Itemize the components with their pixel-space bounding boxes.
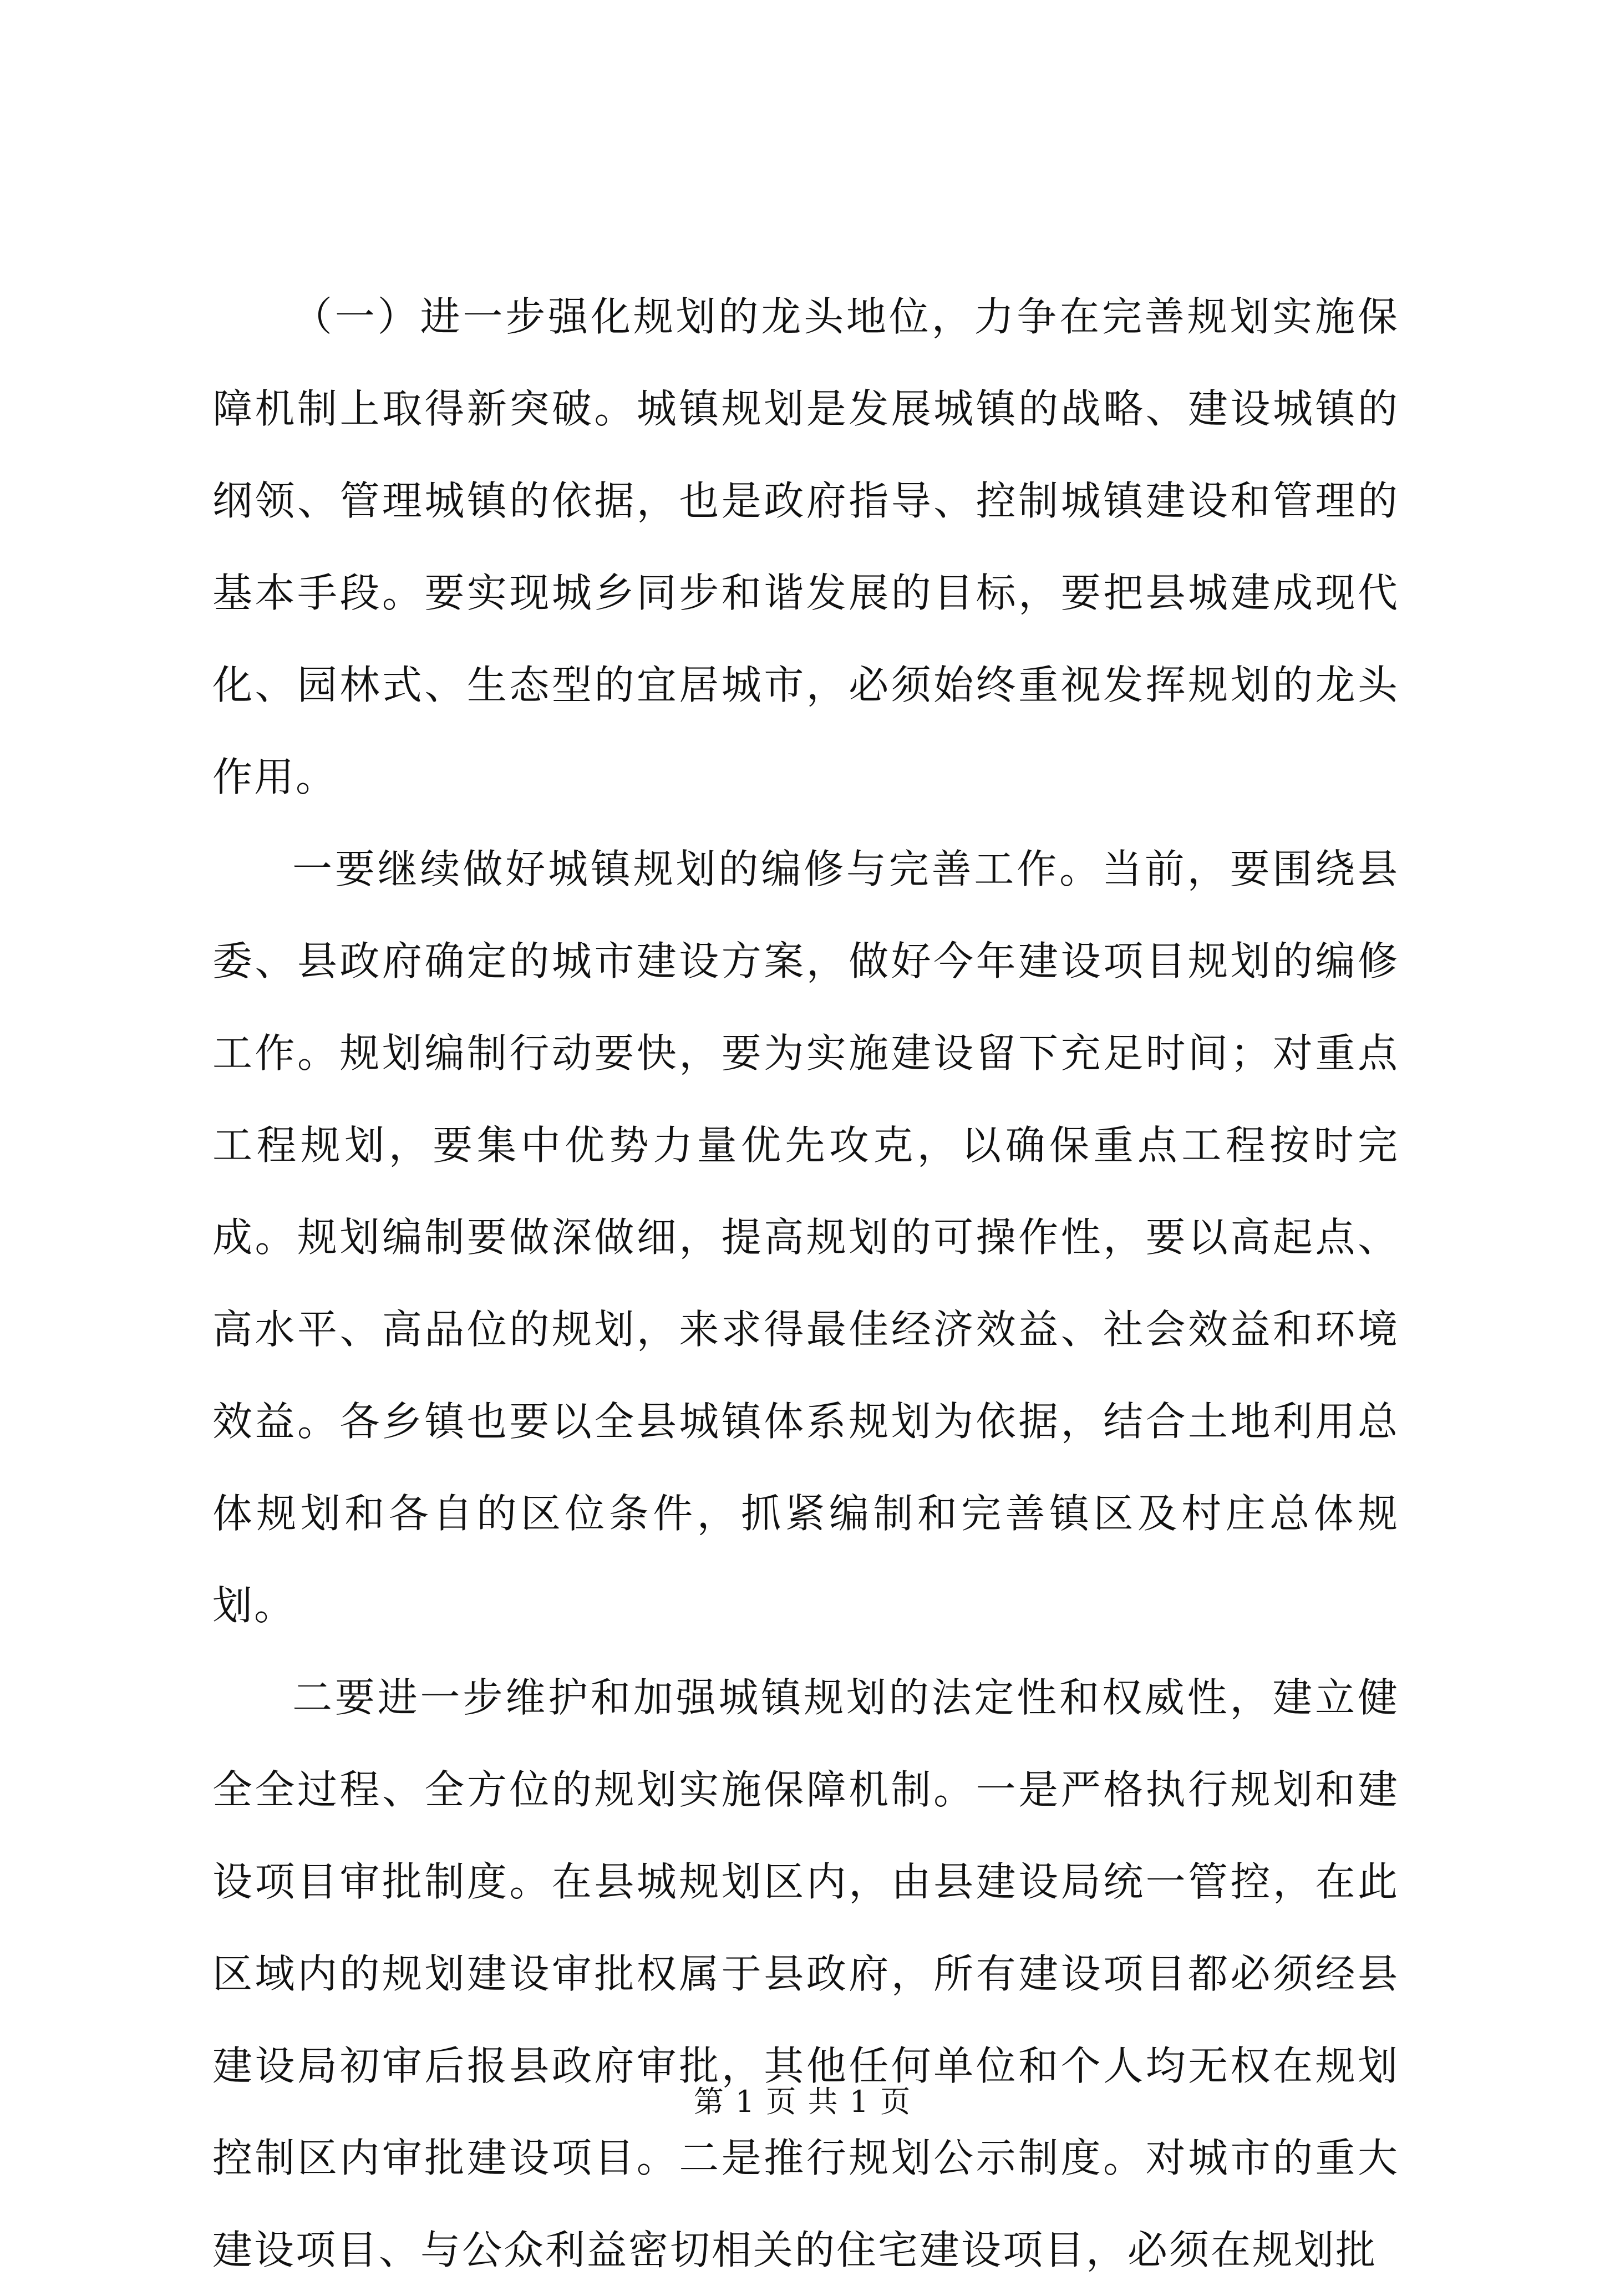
document-body [212,271,1399,2296]
paragraph-2: 一要继续做好城镇规划的编修与完善工作。当前，要围绕县委、县政府确定的城市建设方案，做好今年建设项目规划的编修工作。规划编制行动要快，要为实施建设留下充足时间；对重点工程规划，要集中优势力量优先攻克，以确保重点工程按时完成。规划编制要做深做细，提高规划的可操作性，要以高起点、高水平、高品位的规划，来求得最佳经济效益、社会效益和环境效益。各乡镇也要以全县城镇体系规划为依据，结合土地利用总体规划和各自的区位条件，抓紧编制和完善镇区及村庄总体规划。 [212,846,1399,1629]
paragraph-3: 二要进一步维护和加强城镇规划的法定性和权威性，建立健全全过程、全方位的规划实施保障机制。一是严格执行规划和建设项目审批制度。在县城规划区内，由县建设局统一管控，在此区域内的规划建设审批权属于县政府，所有建设项目都必须经县建设局初审后报县政府审批，其他任何单位和个人均无权在规划控制区内审批建设项目。二是推行规划公示制度。对城市的重大建设项目、与公众利益密切相关的住宅建设项目，必须在规划批 [212,1674,1399,2273]
page-footer: 第 1 页 共 1 页 [693,2084,912,2119]
paragraph-1: （一）进一步强化规划的龙头地位，力争在完善规划实施保障机制上取得新突破。城镇规划是发展城镇的战略、建设城镇的纲领、管理城镇的依据，也是政府指导、控制城镇建设和管理的基本手段。要实现城乡同步和谐发展的目标，要把县城建成现代化、园林式、生态型的宜居城市，必须始终重视发挥规划的龙头作用。 [212,293,1399,800]
